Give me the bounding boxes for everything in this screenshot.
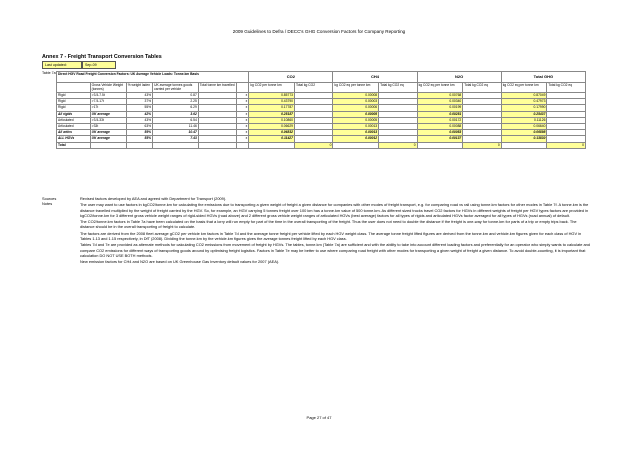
row-ch4: 0.00013	[333, 124, 379, 130]
page-footer: Page 27 of 47	[306, 415, 332, 420]
row-ghg: 0.11126	[501, 117, 547, 123]
note-paragraph: Tables 7d and 7e are provided as alternate methods for calculating CO2 emissions from movement of freight by HGVs. The tables, tonne.km (Table 7a) are sufficient and with the ability to take into account different loading factors and preferentially for an operator who simply wants to calculate and compare CO2 emissions for different ways of transporting goods around by optimising freight logistics. Factors in Table 7e may be better to use where comparing road freight with other modes for transporting a given weight of freight a given distance. To avoid double-counting, it is important that calculation DO NOT USE BOTH methods.	[80, 242, 590, 258]
group-n2o: N2O	[417, 72, 501, 83]
row-n2o: 0.00172	[417, 117, 463, 123]
row-ghg: 0.25437	[501, 111, 547, 117]
note-paragraph: The factors are derived from the 2008 fleet average gCO2 per vehicle km factors in Table 7d and the average tonne freight per vehicle lifted by each HGV weight class. The average tonne freight lifted figures are derived from the tonne.km and vehicle.km figures given for each class of HGV in Tables 1.13 and 1.15 respectively, in DfT (2008). Dividing the tonne.km by the vehicle.km figures gives the average tonnes freight lifted by each HGV class.	[80, 230, 582, 242]
row-ch4: 0.00012	[333, 136, 379, 142]
notes-label: Notes	[42, 201, 53, 206]
row-x: x	[237, 99, 249, 105]
note-paragraph: The user may want to use factors in kgCO2/tonne.km for calculating the emissions due to transporting a given weight of freight a given distance for companies with other modes of freight transport, e.g. for comparing road vs rail using tonne.km factors for other modes in Table 7f. A tonne.km is the distance travelled multiplied by the weight of freight carried by the HGV. So, for example, an HGV carrying 5 tonnes freight over 100 km has a tonne.km value of 500 tonne.km. As different sized trucks travel CO2 factors for HGVs in different weights of freight per HGV types factors are provided in kgCO2/tonne.km for 3 different gross vehicle weight ranges of rigid-sided HGVs (road above) and 2 different gross vehicle weight ranges of articulated HGVs (best average) factors for all types of rigids and articulated HGVs factor averaged for all types of HGVs (road annual) of default.	[80, 202, 589, 218]
row-co2: 0.43790	[249, 99, 295, 105]
row-ch4: 0.00003	[333, 99, 379, 105]
row-load: 0.87	[153, 93, 199, 99]
row-ghg: 0.47973	[501, 99, 547, 105]
row-ch4: 0.00013	[333, 130, 379, 136]
total-blank	[90, 142, 126, 148]
row-n2o: 0.00053	[417, 130, 463, 136]
col-x	[237, 83, 249, 93]
row-x: x	[237, 130, 249, 136]
row-co2: 0.06832	[249, 130, 295, 136]
last-updated-label: Last updated:	[42, 61, 82, 69]
table-title: Direct HGV Road Freight Conversion Factors: UK Average Vehicle Loads: Tonne.km Basis	[57, 72, 249, 83]
row-laden: 59%	[126, 130, 152, 136]
col-n2o-total: Total kg CO2 eq	[463, 83, 501, 93]
total-blank	[153, 142, 199, 148]
row-ghg: 0.17990	[501, 105, 547, 111]
row-load: 2.25	[153, 99, 199, 105]
row-ch4: 0.00005	[333, 117, 379, 123]
row-ghg: 0.06898	[501, 130, 547, 136]
row-x: x	[237, 117, 249, 123]
col-ch4-total: Total kg CO2 eq	[379, 83, 417, 93]
group-ch4: CH4	[333, 72, 417, 83]
note-paragraph: Revised factors developed by AEA and agreed with Department for Transport (2009).	[80, 196, 227, 201]
total-blank	[126, 142, 152, 148]
note-paragraph: The CO2/tonne.km factors in Table 7a have been calculated on the basis that a lorry will run empty for part of the time in the overall transporting of the freight. Thus the user does not need to double the distance if the freight is one-way for tonne.km for parts of a trip or empty trips back. The distance should be in the overall transporting of freight to calculate.	[80, 219, 577, 230]
row-load: 10.47	[153, 130, 199, 136]
sources-label: Sources	[42, 196, 57, 201]
col-ch4-factor: kg CO2 eq per tonne km	[333, 83, 379, 93]
row-ch4: 0.00008	[333, 93, 379, 99]
row-n2o: 0.00088	[417, 124, 463, 130]
row-gvw: >3.5-7.5t	[90, 93, 126, 99]
row-laden: 43%	[126, 117, 152, 123]
row-load: 6.29	[153, 105, 199, 111]
last-updated-value: Sep-09	[82, 61, 116, 69]
row-x: x	[237, 124, 249, 130]
total-label: Total	[57, 142, 91, 148]
col-weight-laden: % weight laden	[126, 83, 152, 93]
row-ch4: 0.00005	[333, 111, 379, 117]
row-gvw: >7.5-17t	[90, 99, 126, 105]
row-gvw: UK average	[90, 136, 126, 142]
group-total-ghg: Total GHG	[501, 72, 585, 83]
total-ghg: 0	[547, 142, 586, 148]
notes-labels	[42, 196, 56, 206]
col-tonnekm: Total tonne km travelled	[198, 83, 236, 93]
row-n2o: 0.00340	[417, 99, 463, 105]
row-load: 7.43	[153, 136, 199, 142]
row-type: Rigid	[57, 105, 91, 111]
row-laden: 42%	[126, 111, 152, 117]
row-laden: 63%	[126, 124, 152, 130]
row-co2: 0.17787	[249, 105, 295, 111]
row-type: Rigid	[57, 99, 91, 105]
row-co2: 0.10860	[249, 117, 295, 123]
total-co2: 0	[294, 142, 332, 148]
row-gvw: >17t	[90, 105, 126, 111]
row-x: x	[237, 105, 249, 111]
row-n2o: 0.00199	[417, 105, 463, 111]
col-gross: Gross Vehicle Weight (tonnes)	[90, 83, 126, 93]
col-co2-total: Total kg CO2	[294, 83, 332, 93]
note-paragraph: New emission factors for CH4 and N2O are based on UK Greenhouse Gas Inventory default values for 2007 (AEA).	[80, 259, 280, 265]
row-gvw: >3.5-33t	[90, 117, 126, 123]
row-type: Rigid	[57, 93, 91, 99]
group-co2: CO2	[249, 72, 333, 83]
page-header: 2009 Guidelines to Defra / DECC's GHG Conversion Factors for Company Reporting	[232, 29, 406, 34]
row-co2: 0.06629	[249, 124, 295, 130]
row-x: x	[237, 93, 249, 99]
row-type: Articulated	[57, 117, 91, 123]
row-type: ALL HGVs	[57, 136, 91, 142]
total-blank	[237, 142, 249, 148]
row-x: x	[237, 136, 249, 142]
total-blank	[198, 142, 236, 148]
col-ghg-total: Total kg CO2 eq	[547, 83, 586, 93]
total-row	[57, 142, 586, 148]
row-laden: 55%	[126, 105, 152, 111]
row-laden: 37%	[126, 99, 152, 105]
total-n2o: 0	[463, 142, 501, 148]
last-updated-row	[42, 61, 116, 69]
total-ch4: 0	[379, 142, 417, 148]
row-ghg: 0.13830	[501, 136, 547, 142]
row-load: 11.46	[153, 124, 199, 130]
row-ghg: 0.87049	[501, 93, 547, 99]
row-co2: 0.85773	[249, 93, 295, 99]
table-label: Table 7a	[42, 71, 56, 75]
column-header-row	[57, 83, 586, 93]
row-gvw: UK average	[90, 130, 126, 136]
col-co2-factor: kg CO2 per tonne km	[249, 83, 295, 93]
freight-table	[56, 71, 586, 149]
row-laden: 55%	[126, 136, 152, 142]
col-type	[57, 83, 91, 93]
row-ch4: 0.00006	[333, 105, 379, 111]
row-load: 6.54	[153, 117, 199, 123]
annex-title: Annex 7 - Freight Transport Conversion Tables	[42, 54, 162, 60]
row-co2: 0.25187	[249, 111, 295, 117]
col-n2o-factor: kg CO2 eq per tonne km	[417, 83, 463, 93]
total-blank	[417, 142, 463, 148]
row-type: All rigids	[57, 111, 91, 117]
row-co2: 0.11427	[249, 136, 295, 142]
row-n2o: 0.00251	[417, 111, 463, 117]
row-x: x	[237, 111, 249, 117]
row-laden: 43%	[126, 93, 152, 99]
total-blank	[333, 142, 379, 148]
row-ghg: 0.06640	[501, 124, 547, 130]
row-gvw: UK average	[90, 111, 126, 117]
row-load: 3.62	[153, 111, 199, 117]
row-type: Articulated	[57, 124, 91, 130]
row-n2o: 0.00137	[417, 136, 463, 142]
notes-block	[80, 196, 590, 266]
row-gvw: >33t	[90, 124, 126, 130]
col-ghg-factor: kg CO2 eq per tonne km	[501, 83, 547, 93]
total-blank	[249, 142, 295, 148]
col-avg-load: UK average tonnes goods carried per vehicle	[153, 83, 199, 93]
row-type: All artics	[57, 130, 91, 136]
row-n2o: 0.00768	[417, 93, 463, 99]
table-title-row	[57, 72, 586, 83]
total-blank	[501, 142, 547, 148]
